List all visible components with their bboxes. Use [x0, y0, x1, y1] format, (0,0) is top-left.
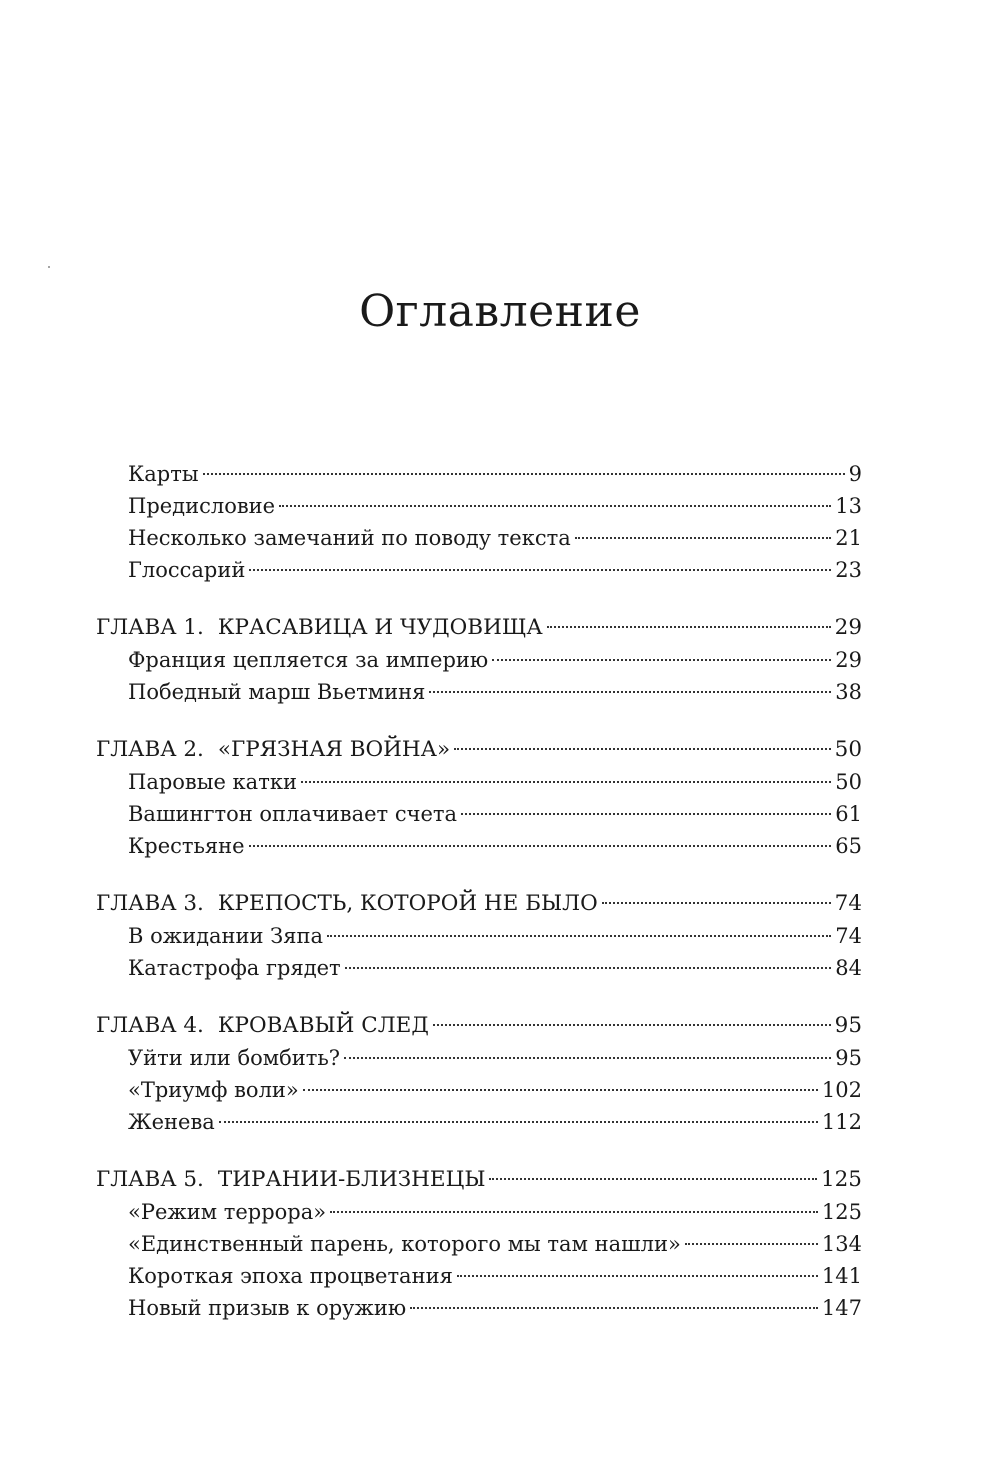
toc-chapter-heading[interactable]: [96, 734, 862, 766]
toc-section-entry[interactable]: [96, 1292, 862, 1324]
dot-leader: [249, 845, 832, 847]
dot-leader: [429, 691, 831, 693]
entry-label: Карты: [128, 462, 199, 486]
entry-label: Франция цепляется за империю: [128, 648, 489, 672]
toc-section-entry[interactable]: [96, 1106, 862, 1138]
chapter-number: ГЛАВА 5.: [96, 1167, 204, 1192]
page-title: Оглавление: [359, 286, 641, 337]
entry-label: «Триумф воли»: [128, 1078, 299, 1102]
front-matter-group: [96, 458, 862, 586]
dot-leader: [489, 1178, 816, 1180]
entry-label: «Режим террора»: [128, 1200, 327, 1224]
chapter-group-5: [96, 1164, 862, 1324]
dot-leader: [410, 1307, 818, 1309]
entry-page-number: 125: [821, 1200, 862, 1224]
toc-chapter-heading[interactable]: [96, 888, 862, 920]
entry-label: Короткая эпоха процветания: [128, 1264, 453, 1288]
entry-page-number: 29: [834, 615, 862, 640]
dot-leader: [330, 1211, 818, 1213]
dot-leader: [454, 748, 831, 750]
toc-entry-text-notes[interactable]: [96, 522, 862, 554]
entry-page-number: 38: [835, 680, 862, 704]
chapter-group-1: [96, 612, 862, 708]
chapter-title: ТИРАНИИ-БЛИЗНЕЦЫ: [217, 1167, 486, 1192]
toc-entry-preface[interactable]: [96, 490, 862, 522]
toc-section-entry[interactable]: [96, 644, 862, 676]
toc-section-entry[interactable]: [96, 920, 862, 952]
entry-page-number: 112: [821, 1110, 862, 1134]
toc-section-entry[interactable]: [96, 1042, 862, 1074]
entry-label: Победный марш Вьетминя: [128, 680, 426, 704]
chapter-group-4: [96, 1010, 862, 1138]
toc-chapter-heading[interactable]: [96, 612, 862, 644]
dot-leader: [547, 626, 831, 628]
toc-chapter-heading[interactable]: [96, 1164, 862, 1196]
toc-entry-maps[interactable]: [96, 458, 862, 490]
entry-page-number: 125: [820, 1167, 862, 1192]
dot-leader: [303, 1089, 818, 1091]
entry-page-number: 29: [835, 648, 862, 672]
entry-label: Новый призыв к оружию: [128, 1296, 407, 1320]
toc-chapter-heading[interactable]: [96, 1010, 862, 1042]
toc-section-entry[interactable]: [96, 1074, 862, 1106]
entry-page-number: 74: [835, 924, 862, 948]
entry-label: Катастрофа грядет: [128, 956, 341, 980]
entry-page-number: 95: [835, 1046, 862, 1070]
dot-leader: [433, 1024, 831, 1026]
toc-section-entry[interactable]: [96, 798, 862, 830]
dot-leader: [457, 1275, 818, 1277]
entry-label: Несколько замечаний по поводу текста: [128, 526, 571, 550]
dot-leader: [345, 967, 832, 969]
entry-label: «Единственный парень, которого мы там нашли»: [128, 1232, 681, 1256]
dot-leader: [344, 1057, 831, 1059]
entry-label: Глоссарий: [128, 558, 246, 582]
chapter-number: ГЛАВА 4.: [96, 1013, 204, 1038]
entry-page-number: 13: [835, 494, 862, 518]
entry-label: Предисловие: [128, 494, 276, 518]
scan-speck: [48, 266, 50, 268]
toc-section-entry[interactable]: [96, 1260, 862, 1292]
dot-leader: [203, 473, 845, 475]
chapter-group-3: [96, 888, 862, 984]
entry-page-number: 147: [821, 1296, 862, 1320]
dot-leader: [279, 505, 831, 507]
entry-page-number: 65: [835, 834, 862, 858]
toc-section-entry[interactable]: [96, 952, 862, 984]
dot-leader: [461, 813, 831, 815]
chapter-title: «ГРЯЗНАЯ ВОЙНА»: [217, 737, 451, 762]
dot-leader: [492, 659, 831, 661]
entry-page-number: 50: [834, 737, 862, 762]
entry-label: Крестьяне: [128, 834, 245, 858]
chapter-number: ГЛАВА 3.: [96, 891, 204, 916]
chapter-group-2: [96, 734, 862, 862]
chapter-number: ГЛАВА 1.: [96, 615, 204, 640]
toc-section-entry[interactable]: [96, 676, 862, 708]
entry-page-number: 50: [835, 770, 862, 794]
entry-page-number: 95: [834, 1013, 862, 1038]
dot-leader: [249, 569, 831, 571]
entry-page-number: 23: [835, 558, 862, 582]
dot-leader: [575, 537, 832, 539]
toc-entry-glossary[interactable]: [96, 554, 862, 586]
dot-leader: [219, 1121, 818, 1123]
entry-label: В ожидании Зяпа: [128, 924, 324, 948]
entry-label: Вашингтон оплачивает счета: [128, 802, 458, 826]
entry-page-number: 74: [834, 891, 862, 916]
entry-page-number: 61: [835, 802, 862, 826]
toc-section-entry[interactable]: [96, 1196, 862, 1228]
toc-section-entry[interactable]: [96, 830, 862, 862]
chapter-number: ГЛАВА 2.: [96, 737, 204, 762]
entry-page-number: 134: [821, 1232, 862, 1256]
entry-page-number: 84: [835, 956, 862, 980]
dot-leader: [301, 781, 831, 783]
chapter-title: КРАСАВИЦА И ЧУДОВИЩА: [217, 615, 543, 640]
toc-section-entry[interactable]: [96, 766, 862, 798]
entry-page-number: 21: [835, 526, 862, 550]
dot-leader: [602, 902, 831, 904]
toc-section-entry[interactable]: [96, 1228, 862, 1260]
entry-label: Уйти или бомбить?: [128, 1046, 341, 1070]
entry-label: Паровые катки: [128, 770, 297, 794]
entry-page-number: 102: [821, 1078, 862, 1102]
entry-page-number: 9: [848, 462, 862, 486]
dot-leader: [685, 1243, 818, 1245]
chapter-title: КРОВАВЫЙ СЛЕД: [217, 1013, 429, 1038]
entry-page-number: 141: [821, 1264, 862, 1288]
chapter-title: КРЕПОСТЬ, КОТОРОЙ НЕ БЫЛО: [217, 891, 598, 916]
table-of-contents: [96, 458, 862, 1350]
dot-leader: [327, 935, 831, 937]
entry-label: Женева: [128, 1110, 215, 1134]
